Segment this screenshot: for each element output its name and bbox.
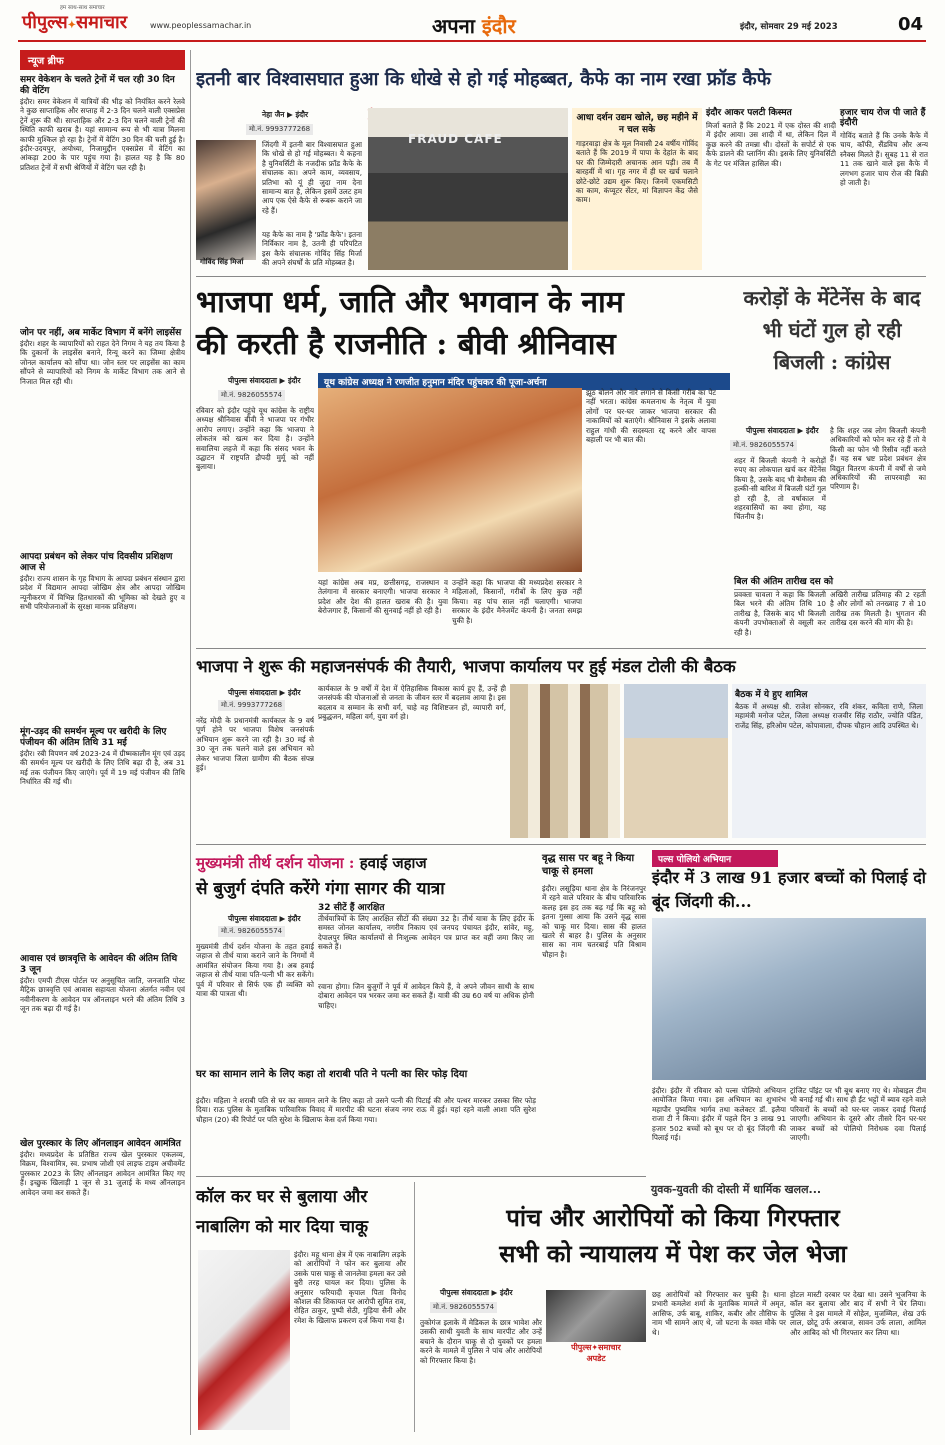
arrest-headline-line2: सभी को न्यायालय में पेश कर जेल भेजा: [499, 1239, 847, 1268]
brief-headline: मूंग-उड़द की समर्थन मूल्य पर खरीदी के लिए पंजीयन की अंतिम तिथि 31 मई: [20, 727, 167, 748]
masthead: [0, 0, 945, 42]
call-headline-line1: कॉल कर घर से बुलाया और: [196, 1187, 368, 1207]
fraud-subbox-1: [572, 108, 702, 270]
bjp-col1: रविवार को इंदौर पहुंचे यूथ कांग्रेस के राष्ट्रीय अध्यक्ष श्रीनिवास बीवी ने भाजपा पर गंभीर आरोप लगाए। उन्होंने कहा कि भाजपा ने लोकतंत्र को खत्म कर दिया है। उन्होंने सवालिया लहजे में कहा कि संसद भवन के उद्घाटन में राष्ट्रपति द्रौपदी मुर्मू को नहीं बुलाया।: [196, 406, 314, 472]
electricity-col1: शहर में बिजली कंपनी ने करोड़ों रुपए का लोकपाल खर्च कर मेंटेनेंस किया है, उसके बाद भी बेमौसम की हल्की-सी बारिश में बिजली घंटों गुल हो रही है, तो वर्षाकाल में शहरवासियों का क्या होगा, यह चिंतनीय है।: [734, 456, 826, 522]
section-title-b: इंदौर: [481, 14, 516, 38]
brief-headline: आपदा प्रबंधन को लेकर पांच दिवसीय प्रशिक्षण आज से: [20, 552, 173, 573]
meeting-col1: नरेंद्र मोदी के प्रधानमंत्री कार्यकाल के 9 वर्ष पूर्ण होने पर भाजपा विशेष जनसंपर्क अभियान शुरू करने जा रही है। 30 मई से 30 जून तक चलने वाले इस अभियान को लेकर भाजपा जिला ग्रामीण की बैठक संपन्न हुई।: [196, 716, 314, 773]
reporter-city: इंदौर: [287, 914, 301, 923]
arrest-mobile: मो.नं. 9826055574: [430, 1302, 497, 1313]
brief-headline: आवास एवं छात्रवृत्ति के आवेदन की अंतिम तिथि 3 जून: [20, 954, 178, 975]
update-tag: [546, 1342, 646, 1364]
electricity-col2: है कि शहर जब लोग बिजली कंपनी अधिकारियों को फोन कर रहे हैं तो वे किसी का फोन भी रिसीव नहीं करते हैं। यह सब भ्रष्ट प्रदेश प्रबंधन क्षेत्र विद्युत वितरण कंपनी में वर्षों से जमे अधिकारियों की लापरवाही का परिणाम है।: [830, 426, 926, 492]
brief-body: इंदौर। मध्यप्रदेश के प्रतिष्ठित राज्य खेल पुरस्कार एकलव्य, विक्रम, विश्वामित्र, स्व. प्रभाष जोशी एवं लाइफ टाइम अचीवमेंट पुरस्कार 2023 के लिए ऑनलाइन आवेदन आमंत्रित किए गए हैं। इच्छुक खिलाड़ी 1 जून से 31 जुलाई के मध्य ऑनलाइन आवेदन जमा कर सकते हैं।: [20, 1150, 185, 1197]
seats-headline: 32 सीटें हैं आरक्षित: [318, 900, 534, 914]
call-body: इंदौर। महू थाना क्षेत्र में एक नाबालिग लड़के को आरोपियों ने फोन कर बुलाया और उसके पास चाकू से जानलेवा हमला कर उसे बुरी तरह घायल कर दिया। पुलिस के अनुसार फरियादी कृपाल पिता विनोद कौशल की शिकायत पर आरोपी सुमित राव, रोहित ठाकुर, पुष्पी सेठी, गुड़िया सैनी और रमेश के खिलाफ प्रकरण दर्ज किया गया है।: [294, 1250, 406, 1325]
arrest-kicker: युवक-युवती की दोस्ती में धार्मिक खलल...: [650, 1183, 822, 1196]
bjp-photo-caption: यूथ कांग्रेस अध्यक्ष ने रणजीत हनुमान मंदिर पहुंचकर की पूजा-अर्चना: [318, 373, 730, 390]
portrait-photo: [196, 140, 256, 260]
tirth-headline-prefix: मुख्यमंत्री तीर्थ दर्शन योजना :: [196, 854, 355, 872]
masthead-rule: [18, 40, 926, 42]
top-story-col2: यह कैफे का नाम है 'फ्रॉड कैफे'। इतना निर्विकार नाम है, उतनी ही परिपटित इस कैफे संचालक गोविंद सिंह मिर्जा की अपने संघर्षों के प्रति मोहब्बत है।: [262, 230, 362, 268]
meeting-photo-stage: [624, 684, 728, 838]
subbox-2-body: मिर्जा बताते हैं कि 2021 में एक दोस्त की शादी में इंदौर आया। उस शादी में था, लेकिन दिल में कुछ करने की तमन्ना थी। दोस्तों के सपोर्ट से एक कैफे डालने की प्लानिंग की। इसके लिए युनिवर्सिटी के गेट पर मंजिल हासिल की।: [706, 121, 836, 168]
bill-col2: अखिरी तारीख प्रतिमाह की 2 रहती है और लोगों को तनख्वाह 7 से 10 तारीख तक मिलती है। भुगतान की तारीख दस करने की मांग की है।: [830, 590, 926, 628]
fraud-subbox-3: [840, 108, 928, 270]
polio-col1: इंदौर। इंदौर में रविवार को पल्स पोलियो अभियान आयोजित किया गया। इस अभियान का शुभारंभ महापौर पुष्यमित्र भार्गव तथा कलेक्टर डॉ. इलैया राजा टी ने किया। इंदौर में पहले दिन 3 लाख 91 हजार 502 बच्चों को बूथ पर दो बूंद जिंदगी की पिलाई गई।: [652, 1086, 786, 1143]
reporter-city: इंदौर: [805, 426, 819, 435]
news-brief-label: न्यूज ब्रीफ: [20, 50, 185, 70]
meeting-reporter: पीपुल्स संवाददाता ▶ इंदौर: [228, 688, 301, 697]
bjp-col4: झूठ बोलने और नारे लगाने से किसी गरीब का पेट नहीं भरता। कांग्रेस कमलनाथ के नेतृत्व में युवा लोगों पर घर-घर जाकर भाजपा सरकार की नाकामियों को बताएंगे। श्रीनिवास ने इसके अलावा राहुल गांधी की सदस्यता रद्द करने और वापस बहाली पर भी बात की।: [586, 388, 716, 445]
brief-body: इंदौर। समर वेकेशन में यात्रियों की भीड़ को नियंत्रित करने रेलवे ने कुछ साप्ताहिक और सप्ताह में 2-3 दिन चलने वाली एक्सप्रेस ट्रेनें शुरू की थी। साप्ताहिक और 2-3 दिन चलने वाली ट्रेनों की स्थिति काफी खराब है। यहां सामान्य रूप से भी यात्रा मिलना काफी मुश्किल हो रहा है। ट्रेनों में वेटिंग 30 दिन की चली हुई है। इंदौर-उदयपुर, अयोध्या, निजामुद्दीन एक्सप्रेस में वेटिंग का आंकड़ा 200 के पार पहुंच गया है। हालत यह है कि 80 प्रतिशत ट्रेनों में सभी श्रेणियों में वेटिंग चल रही है।: [20, 97, 185, 172]
brief-item: [20, 328, 185, 547]
brief-body: इंदौर। राज्य शासन के गृह विभाग के आपदा प्रबंधन संस्थान द्वारा प्रदेश में विद्यमान आपदा जोखिम क्षेत्र और आपदा जोखिम न्यूनीकरण में विभिन्न हितधारकों की भूमिका को देखते हुए व सभी परियोजनाओं के सुरक्षा मानक प्रशिक्षण।: [20, 574, 185, 612]
reporter-name: नेहा जैन: [262, 110, 285, 119]
section-rule-4: [196, 1176, 646, 1177]
electricity-mobile: मो.नं. 9826055574: [730, 440, 797, 451]
bjp-col3: उन्होंने कहा कि भाजपा की मध्यप्रदेश सरकार ने महिलाओं, किसानों, गरीबों के लिए कुछ नहीं किया। वह पांच साल नहीं चलाएगी। भाजपा सरकार के इंदौर मैनेजमेंट कंपनी है। जनता समझ चुकी है।: [452, 578, 582, 625]
brief-body: इंदौर। शहर के व्यापारियों को राहत देने निगम ने यह तय किया है कि दुकानों के लाइसेंस बनाने, रिन्यू करने का जिम्मा क्षेत्रीय जोनल कार्यालय को सौंपा था। जोन स्तर पर लाइसेंस का काम सौंपने से व्यापारियों को निगम के मार्केट विभाग तक आने से निजात मिल रही थी।: [20, 339, 185, 386]
tirth-col3: रवाना होगा। जिन बुजुर्गों ने पूर्व में आवेदन किये हैं, वे अपने जीवन साथी के साथ दोबारा आवेदन पत्र भरकर जमा कर सकते हैं। यात्री की उम्र 60 वर्ष या अधिक होनी चाहिए।: [318, 982, 534, 1010]
arrest-headline-line1: पांच और आरोपियों को किया गिरफ्तार: [506, 1203, 840, 1232]
meeting-side-headline: बैठक में ये हुए शामिल: [735, 690, 808, 700]
column-divider-mid: [414, 1182, 415, 1432]
logo-star-icon: ✦: [67, 20, 77, 31]
bjp-headline-line1: भाजपा धर्म, जाति और भगवान के नाम: [196, 285, 624, 320]
bill-col1: प्रवक्ता चावला ने कहा कि बिजली बिल भरने की अंतिम तिथि 10 तारीख है, जिसके बाद भी बिजली कंपनी उपभोक्ताओं से वसूली कर रही है।: [734, 590, 826, 637]
bjp-col2: यहां कांग्रेस अब मप्र, छत्तीसगढ़, राजस्थान व तेलंगाना में सरकार बनाएगी। भाजपा सरकार ने प्रदेश और देश की हालत खराब की है। युवा बेरोजगार हैं, किसानों की सुनवाई नहीं हो रही है।: [318, 578, 448, 616]
section-title-a: अपना: [432, 14, 475, 38]
arrest-col3: होटल मास्टी दरबार पर देखा था। उसने भुजनिया के कॉल कर बुलाया और बाद में सभी ने घेर लिया। पुलिस ने इस मामले में सोहेल, मुजम्मिल, शेख उर्फ लाल, छोटू उर्फ अरबाज, सावन उर्फ लाला, आमिल और आबिद को भी गिरफ्तार कर लिया था।: [790, 1290, 926, 1337]
meeting-side-body: बैठक में अध्यक्ष श्री. राजेश सोनकर, रवि शंकर, कविता राणे, जिला महामंत्री मनोज पटेल, जिला अध्यक्ष राजवीर सिंह राठौर, ज्योति पंडित, राजेंद्र सिंह, हरिओम पटेल, कोपावाला, दीपक चौहान आदि उपस्थित थे।: [735, 702, 923, 730]
fraud-subbox-2: [706, 108, 836, 270]
section-rule-3: [196, 844, 926, 845]
subbox-3-headline: हजार चाय रोज पी जाते हैं इंदौरी: [840, 108, 926, 128]
top-story-mobile: मो.नं. 9993777268: [246, 124, 313, 135]
page-number: 04: [898, 14, 924, 35]
paper-url[interactable]: www.peoplessamachar.in: [150, 21, 252, 30]
brief-headline: समर वेकेशन के चलते ट्रेनों में चल रही 30 दिन की वेटिंग: [20, 75, 175, 96]
knife-illustration: [198, 1250, 290, 1430]
wife-headline[interactable]: घर का सामान लाने के लिए कहा तो शराबी पति ने पत्नी का सिर फोड़ दिया: [196, 1069, 468, 1080]
tirth-headline-line2: से बुजुर्ग दंपति करेंगे गंगा सागर की यात्रा: [196, 879, 445, 899]
top-story-reporter: नेहा जैन ▶ इंदौर: [262, 110, 309, 119]
wife-body: इंदौर। महिला ने शराबी पति से घर का सामान लाने के लिए कहा तो उसने पत्नी की पिटाई की और पत्थर मारकर उसका सिर फोड़ दिया। राऊ पुलिस के मुताबिक पारिवारिक विवाद में मारपीट की घटना संजय नगर राऊ में हुई। यहां रहने वाली आशा पति सुरेश चौहान (20) की रिपोर्ट पर पति सुरेश के खिलाफ केस दर्ज किया गया।: [196, 1096, 536, 1124]
polio-tag: पल्स पोलियो अभियान: [652, 850, 778, 867]
meeting-col2: कार्यकाल के 9 वर्षों में देश में ऐतिहासिक विकास कार्य हुए हैं, उन्हें ही जनसंपर्क की योजनाओं से जनता के जीवन स्तर में बदलाव आया है। इस बदलाव व सम्मान के सभी वर्ग, चाहे वह विशिष्टजन हों, व्यापारी वर्ग, प्रबुद्धजन, महिला वर्ग, युवा वर्ग हो।: [318, 684, 506, 722]
meeting-photo-hall: [510, 684, 620, 838]
electricity-headline[interactable]: करोड़ों के मेंटेनेंस के बाद भी घंटों गुल हो रही बिजली : कांग्रेस: [743, 286, 921, 374]
fraud-cafe-photo: [368, 108, 568, 270]
seats-body: तीर्थयात्रियों के लिए आरक्षित सीटों की संख्या 32 है। तीर्थ यात्रा के लिए इंदौर के समस्त जोनल कार्यालय, नगरीय निकाय एवं जनपद पंचायत इंदौर, सांवेर, महू, देपालपुर स्थित कार्यालयों से निःशुल्क आवेदन पत्र प्राप्त कर वहीं जमा किए जा सकते हैं।: [318, 914, 534, 952]
paper-logo-part-a: पीपुल्स: [22, 12, 68, 33]
polio-col2: ट्रांजिट पॉइंट पर भी बूथ बनाए गए थे। मोबाइल टीम भी बनाई गई थी। साथ ही ईंट भट्टों में ब्याव रहने वाले परिवारों के बच्चों को घर-घर जाकर दवाई पिलाई जाएगी। अभियान के दूसरे और तीसरे दिन घर-घर जाकर बच्चों को पोलियो निरोधक दवा पिलाई जाएगी।: [790, 1086, 926, 1143]
paper-logo[interactable]: [22, 10, 127, 34]
reporter-name: पीपुल्स संवाददाता: [228, 914, 277, 923]
subbox-3-body: गोविंद बताते हैं कि उनके कैफे में चाय, कॉफी, सैंडविच और अन्य स्नैक्स मिलते हैं। सुबह 11 से रात 11 तक खाने वाले इस कैफे में लगभग हजार चाय रोज की बिक्री हो जाती है।: [840, 131, 928, 188]
reporter-name: पीपुल्स संवाददाता: [228, 688, 277, 697]
tirth-headline[interactable]: [196, 852, 536, 904]
reporter-city: इंदौर: [287, 688, 301, 697]
bill-date-headline: बिल की अंतिम तारीख दस को: [734, 574, 926, 590]
polio-headline[interactable]: इंदौर में 3 लाख 91 हजार बच्चों को पिलाई दो बूंद जिंदगी की...: [652, 868, 926, 911]
tirth-col1: मुख्यमंत्री तीर्थ दर्शन योजना के तहत हवाई जहाज से तीर्थ यात्रा कराने जाने के निगमों में आमंत्रित संयोजन किया गया है। अब हवाई जहाज से तीर्थ यात्रा पति-पत्नी भी कर सकेंगे। पूर्व में परिवार से सिर्फ एक ही व्यक्ति को यात्रा की पात्रता थी।: [196, 942, 314, 999]
brief-body: इंदौर। एमपी टीएस पोर्टल पर अनुसूचित जाति, जनजाति पोस्ट मैट्रिक छात्रवृत्ति एवं आवास सहायता योजना अंतर्गत नवीन एवं नवीनीकरण के आवेदन पत्र ऑनलाइन भरने की अंतिम तिथि 3 जून तक बढ़ा दी गई है।: [20, 976, 185, 1014]
brief-body: इंदौर। रबी विपणन वर्ष 2023-24 में ग्रीष्मकालीन मूंग एवं उड़द की समर्थन मूल्य पर खरीदी के लिए तिथि बढ़ा दी है, अब 31 मई तक पंजीयन किए जाएंगे। पूर्व में 19 मई पंजीयन की तिथि निर्धारित की गई थी।: [20, 749, 185, 787]
tirth-reporter: पीपुल्स संवाददाता ▶ इंदौर: [228, 914, 301, 923]
portrait-caption: गोविंद सिंह मिर्जा: [200, 258, 244, 266]
tirth-mobile: मो.नं. 9826055574: [218, 926, 285, 937]
electricity-reporter: पीपुल्स संवाददाता ▶ इंदौर: [746, 426, 819, 435]
brief-headline: खेल पुरस्कार के लिए ऑनलाइन आवेदन आमंत्रित: [20, 1139, 181, 1149]
bjp-reporter: पीपुल्स संवाददाता ▶ इंदौर: [228, 376, 301, 385]
subbox-2-headline: इंदौर आकर पलटी किस्मत: [706, 108, 792, 118]
polio-photo: [652, 918, 926, 1080]
section-rule-2: [196, 648, 926, 649]
temple-puja-photo: [318, 388, 582, 572]
paper-tagline: हम साथ-साथ समाचार: [60, 5, 105, 11]
meeting-headline[interactable]: भाजपा ने शुरू की महाजनसंपर्क की तैयारी, भाजपा कार्यालय पर हुई मंडल टोली की बैठक: [196, 657, 736, 676]
arrest-col2: छह आरोपियों को गिरफ्तार कर चुकी है। थाना प्रभारी कमलेश शर्मा के मुताबिक मामले में अमृत, आसिफ, उर्फ बाबू, शाकिर, कबीर और तौसिफ के नाम भी सामने आए थे, जो घटना के वक्त मौके पर थे।: [652, 1290, 786, 1337]
handcuff-photo: [546, 1290, 646, 1342]
issue-date: इंदौर, सोमवार 29 मई 2023: [740, 22, 838, 32]
brief-item: [20, 75, 185, 323]
call-headline-line2: नाबालिग को मार दिया चाकू: [196, 1217, 369, 1237]
meeting-mobile: मो.नं. 9993777268: [218, 700, 285, 711]
section-rule-1: [196, 276, 926, 277]
reporter-city: इंदौर: [295, 110, 309, 119]
update-tag-logo: पीपुल्स✦समाचार: [571, 1343, 621, 1352]
bjp-mobile: मो.नं. 9826055574: [218, 390, 285, 401]
elderly-body: इंदौर। लसूड़िया थाना क्षेत्र के निरंजनपुर में रहने वाले परिवार के बीच पारिवारिक कलह इस हद तक बढ़ गई कि बहू को इतना गुस्सा आया कि उसने वृद्ध सास को चाकू मार दिया। सास की हालत खतरे से बाहर है। पुलिस के अनुसार सास का नाम चतरबाई पति विश्राम चौहान है।: [542, 884, 646, 959]
paper-logo-part-b: समाचार: [76, 12, 128, 33]
reporter-name: पीपुल्स संवाददाता: [440, 1288, 489, 1297]
reporter-city: इंदौर: [287, 376, 301, 385]
brief-item: [20, 954, 185, 1134]
elderly-headline[interactable]: वृद्ध सास पर बहू ने किया चाकू से हमला: [542, 853, 635, 877]
left-column-divider: [190, 50, 191, 1435]
reporter-name: पीपुल्स संवाददाता: [746, 426, 795, 435]
bjp-headline-line2: की करती है राजनीति : बीवी श्रीनिवास: [196, 327, 616, 362]
top-story-headline[interactable]: इतनी बार विश्वासघात हुआ कि धोखे से हो गई मोहब्बत, कैफे का नाम रखा फ्रॉड कैफे: [196, 69, 771, 90]
brief-item: [20, 727, 185, 949]
brief-item: [20, 1139, 185, 1300]
reporter-name: पीपुल्स संवाददाता: [228, 376, 277, 385]
tirth-headline-line1: हवाई जहाज: [359, 854, 427, 872]
bjp-headline[interactable]: [196, 282, 730, 366]
cafe-sign: FRAUD CAFE: [408, 132, 503, 146]
brief-item: [20, 552, 185, 722]
call-headline[interactable]: [196, 1182, 416, 1242]
subbox-1-headline: आधा दर्शन उद्यम खोले, छह महीने में न चल सके: [576, 113, 698, 135]
meeting-side-box: [732, 684, 926, 838]
arrest-reporter: पीपुल्स संवाददाता ▶ इंदौर: [440, 1288, 513, 1297]
top-story-col1: जिंदगी में इतनी बार विश्वासघात हुआ कि धोखे से हो गई मोहब्बत। ये कहना है युनिवर्सिटी के नजदीक फ्रॉड कैफे के संचालक का। अपने काम, व्यवसाय, प्रतिभा को यूं ही जुदा नाम देना सामान्य बात है, लेकिन इसमें उलट हम आप एक ऐसे कैफे से रूबरू कराने जा रहे हैं।: [262, 140, 362, 215]
brief-headline: जोन पर नहीं, अब मार्केट विभाग में बनेंगे लाइसेंस: [20, 328, 182, 338]
update-tag-label: अपडेट: [586, 1354, 606, 1363]
arrest-headline[interactable]: [420, 1200, 926, 1272]
reporter-city: इंदौर: [499, 1288, 513, 1297]
news-brief-column: [20, 50, 185, 1435]
subbox-1-body: गाड़रवाड़ा क्षेत्र के मूल निवासी 24 वर्षीय गोविंद बताते हैं कि 2019 में पापा के देहांत के बाद घर की जिम्मेदारी अचानक आन पड़ी। तब मैं बारहवीं में था। गृह नगर में ही घर खर्च चलाने छोटे-छोटे उद्यम शुरू किए। जिनमें एकमसिटी का काम, कंप्यूटर सेंटर, मां विज्ञापन केंद्र जैसे काम।: [576, 139, 698, 205]
arrest-col1: तुकोगंज इलाके में मेडिकल के छात्र भावेश और उसकी साथी युवती के साथ मारपीट और उन्हें बचाने के दौरान चाकू से दो युवकों पर हमला करने के मामले में पुलिस ने पांच और आरोपियों को गिरफ्तार किया है।: [420, 1318, 542, 1365]
section-title: [432, 12, 516, 39]
